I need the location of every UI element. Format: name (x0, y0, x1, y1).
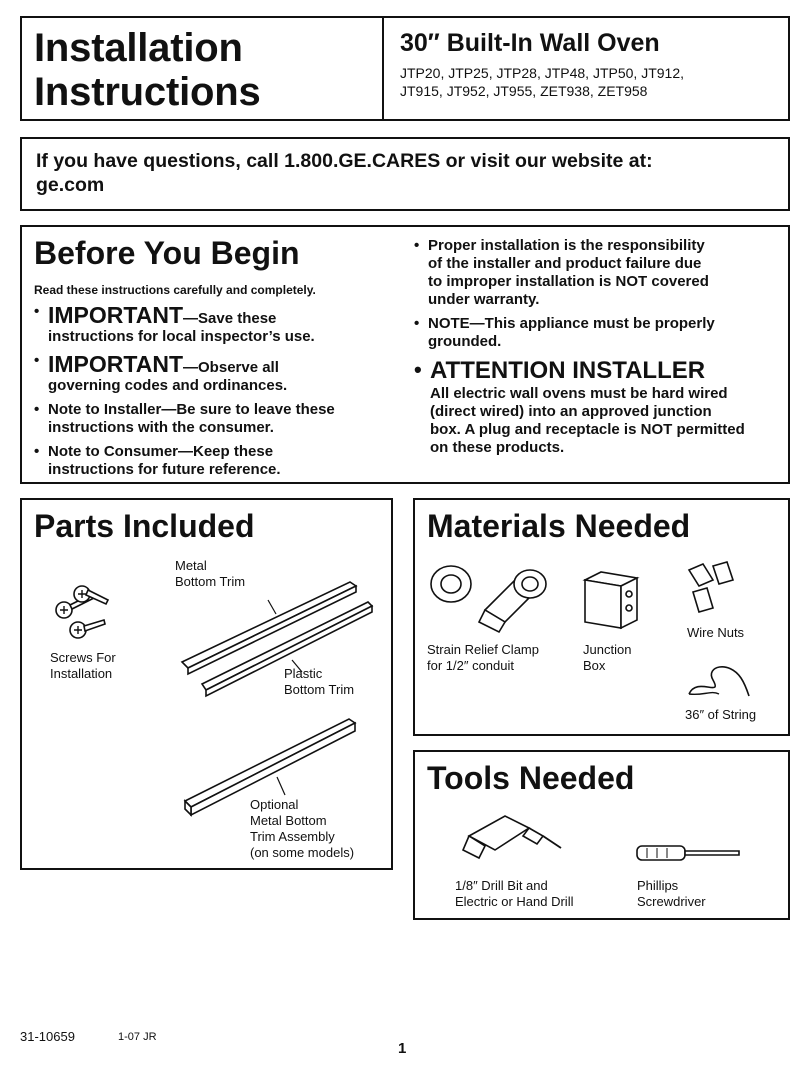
wire-nuts-label: Wire Nuts (687, 625, 745, 640)
title-cell (22, 18, 384, 119)
important-text-b: governing codes and ordinances. (48, 377, 288, 394)
bullet: • (34, 401, 40, 418)
text-line: under warranty. (428, 291, 540, 308)
contact-text (36, 149, 774, 197)
note-line-1: Note to Installer—Be sure to leave these (48, 401, 335, 418)
important-text-a: —Save these (183, 310, 277, 327)
text-line: of the installer and product failure due (428, 255, 702, 272)
wire-nuts-icon (683, 560, 743, 622)
document-code: 31-10659 (20, 1029, 75, 1044)
bullet: • (414, 357, 422, 382)
tools-needed-title: Tools Needed (427, 760, 635, 796)
screws-label: Screws For Installation (50, 650, 116, 681)
drill-label: 1/8″ Drill Bit and Electric or Hand Drill (455, 878, 574, 909)
junction-box-label: Junction Box (583, 642, 632, 673)
optional-trim-label: Optional Metal Bottom Trim Assembly (on some models) (250, 797, 355, 860)
important-label: IMPORTANT (48, 351, 184, 377)
website-link[interactable]: ge.com (36, 174, 105, 196)
bullet: • (34, 352, 40, 369)
header-box (20, 16, 790, 121)
screwdriver-label: Phillips Screwdriver (637, 878, 706, 909)
text-line: (direct wired) into an approved junction (430, 403, 712, 420)
title-line-2: Instructions (34, 70, 261, 114)
text-line: box. A plug and receptacle is NOT permitted (430, 421, 745, 438)
metal-trim-label: Metal Bottom Trim (175, 558, 246, 589)
product-name: 30″ Built-In Wall Oven (400, 29, 660, 57)
bullet: • (34, 443, 40, 460)
note-installer-item (34, 401, 384, 437)
proper-installation-item (414, 237, 784, 309)
begin-left-column (34, 233, 384, 485)
before-you-begin-title: Before You Begin (34, 235, 300, 271)
bullet: • (414, 315, 420, 332)
important-item-2 (34, 352, 384, 395)
strain-relief-clamp-icon (425, 560, 555, 640)
contact-box (20, 137, 790, 211)
string-icon (683, 654, 753, 702)
text-line: grounded. (428, 333, 502, 350)
materials-needed-title: Materials Needed (427, 508, 691, 544)
text-line: on these products. (430, 439, 565, 456)
product-cell (386, 18, 788, 119)
before-you-begin-box (20, 225, 790, 484)
title-line-1: Installation (34, 26, 243, 70)
important-text-a: —Observe all (183, 359, 279, 376)
note-line-2: instructions with the consumer. (48, 419, 274, 436)
page-title (34, 26, 261, 114)
models-line-2: JT915, JT952, JT955, ZET938, ZET958 (400, 83, 648, 99)
plastic-trim-label: Plastic Bottom Trim (284, 666, 355, 697)
drill-icon (457, 806, 567, 866)
grounded-note-item (414, 315, 784, 351)
screwdriver-icon (635, 842, 745, 864)
parts-included-title: Parts Included (34, 508, 255, 544)
text-line: Proper installation is the responsibility (428, 237, 705, 254)
junction-box-icon (581, 568, 641, 632)
begin-intro: Read these instructions carefully and completely. (34, 283, 316, 297)
page-number: 1 (398, 1040, 407, 1057)
bullet: • (414, 237, 420, 254)
clamp-label: Strain Relief Clamp for 1/2″ conduit (427, 642, 539, 673)
parts-included-box (20, 498, 393, 870)
text-line: All electric wall ovens must be hard wired (430, 385, 728, 402)
note-consumer-item (34, 443, 384, 479)
bullet: • (34, 303, 40, 320)
screws-icon (44, 576, 116, 646)
string-label: 36″ of String (685, 707, 757, 722)
note-line-2: instructions for future reference. (48, 461, 281, 478)
note-line-1: Note to Consumer—Keep these (48, 443, 274, 460)
text-line: to improper installation is NOT covered (428, 273, 709, 290)
model-list (400, 64, 774, 100)
tools-needed-box (413, 750, 790, 920)
important-text-b: instructions for local inspector’s use. (48, 328, 315, 345)
document-date: 1-07 JR (118, 1031, 157, 1043)
materials-needed-box (413, 498, 790, 736)
models-line-1: JTP20, JTP25, JTP28, JTP48, JTP50, JT912, (400, 65, 685, 81)
begin-right-column (414, 237, 784, 463)
contact-line-1: If you have questions, call 1.800.GE.CARES or visit our website at: (36, 150, 653, 172)
important-item-1 (34, 303, 384, 346)
attention-installer-item (414, 357, 784, 457)
text-line: NOTE—This appliance must be properly (428, 315, 715, 332)
attention-title: ATTENTION INSTALLER (430, 357, 706, 384)
important-label: IMPORTANT (48, 302, 184, 328)
